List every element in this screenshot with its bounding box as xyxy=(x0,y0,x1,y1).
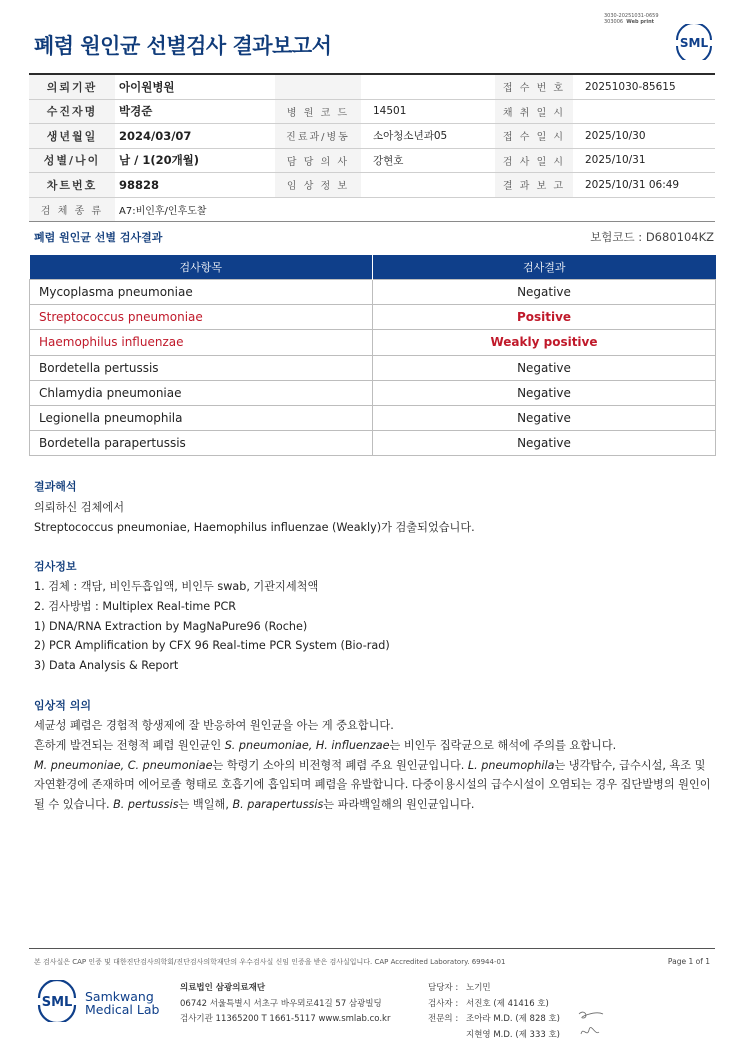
info-value: 남 / 1(20개월) xyxy=(115,148,275,173)
info-label: 채 취 일 시 xyxy=(495,99,573,124)
test-result-value: Negative xyxy=(373,380,716,405)
results-table xyxy=(29,255,716,456)
test-result-value: Negative xyxy=(373,431,716,456)
info-value: 2024/03/07 xyxy=(115,124,275,149)
test-item-name: Bordetella parapertussis xyxy=(30,431,373,456)
info-label: 접 수 번 호 xyxy=(495,74,573,99)
interpretation-title: 결과해석 xyxy=(34,480,77,493)
sml-logo xyxy=(673,24,715,60)
result-row xyxy=(30,330,716,355)
results-section-title: 폐렴 원인균 선별 검사결과 xyxy=(34,231,163,244)
info-label: 진료과/병동 xyxy=(275,124,361,149)
specimen-row xyxy=(29,197,715,222)
clinical-title: 임상적 의의 xyxy=(34,699,91,712)
info-label: 차트번호 xyxy=(29,173,115,198)
info-label: 결 과 보 고 xyxy=(495,173,573,198)
staff-list: 담당자 : 노기민 검사자 : 서진호 (제 41416 호) 전문의 : 조아라 M.D. (제 828 호) 지현영 M.D. (제 333 호) xyxy=(428,983,561,1040)
test-result-value: Positive xyxy=(373,305,716,330)
info-value: 박경준 xyxy=(115,99,275,124)
info-value: 2025/10/31 06:49 xyxy=(573,173,715,198)
result-row xyxy=(30,280,716,305)
col-header-result: 검사결과 xyxy=(373,255,716,280)
info-value: 강현호 xyxy=(361,148,495,173)
svg-text:SML: SML xyxy=(679,36,709,50)
info-label: 병 원 코 드 xyxy=(275,99,361,124)
info-value xyxy=(361,173,495,198)
result-row xyxy=(30,405,716,430)
info-label: 수진자명 xyxy=(29,99,115,124)
svg-text:SML: SML xyxy=(41,995,73,1010)
info-value: 2025/10/31 xyxy=(573,148,715,173)
info-label: 생년월일 xyxy=(29,124,115,149)
insurance-code: 보험코드 : D680104KZ xyxy=(590,230,714,244)
report-title: 폐렴 원인균 선별검사 결과보고서 xyxy=(34,34,332,58)
footer-divider xyxy=(29,948,715,949)
info-value xyxy=(361,74,495,99)
info-label: 접 수 일 시 xyxy=(495,124,573,149)
info-value xyxy=(573,99,715,124)
info-value: 14501 xyxy=(361,99,495,124)
info-label: 검 사 일 시 xyxy=(495,148,573,173)
signature-image xyxy=(577,1006,607,1042)
patient-info-table xyxy=(29,73,715,222)
info-row xyxy=(29,173,715,198)
sml-footer-logo xyxy=(36,980,78,1022)
info-value: 아이원병원 xyxy=(115,74,275,99)
specimen-label: 검 체 종 류 xyxy=(29,197,115,222)
print-meta: 3030-20251031-0659 303006 Web print xyxy=(604,13,659,25)
info-label: 임 상 정 보 xyxy=(275,173,361,198)
info-label: 성별/나이 xyxy=(29,148,115,173)
info-label: 의뢰기관 xyxy=(29,74,115,99)
test-item-name: Legionella pneumophila xyxy=(30,405,373,430)
info-row xyxy=(29,124,715,149)
test-info-list: 1. 검체 : 객담, 비인두흡입액, 비인두 swab, 기관지세척액 2. 검사방법 : Multiplex Real-time PCR 1) DNA/RNA Extraction by MagNaPure96 (Roche) 2) PCR Amplification by CFX 96 Real-time PCR System (Bio-rad) 3) Data Analysis & Report xyxy=(34,580,390,673)
test-info-title: 검사정보 xyxy=(34,560,77,573)
info-label xyxy=(275,74,361,99)
info-row xyxy=(29,99,715,124)
info-label: 담 당 의 사 xyxy=(275,148,361,173)
info-value: 20251030-85615 xyxy=(573,74,715,99)
info-row xyxy=(29,148,715,173)
test-item-name: Mycoplasma pneumoniae xyxy=(30,280,373,305)
clinical-text: 세균성 폐렴은 경험적 항생제에 잘 반응하여 원인균을 아는 게 중요합니다. 흔하게 발견되는 전형적 폐렴 원인균인 S. pneumoniae, H. influenzae는 비인두 집락균으로 해석에 주의를 요합니다. M. pneumoniae, C. pneumoniae는 학령기 소아의 비전형적 폐렴 주요 원인균입니다. L. pneumophila는 냉각탑수, 급수시설, 욕조 및 자연환경에 존재하며 에어로졸 형태로 호흡기에 흡입되며 폐렴을 유발합니다. 다중이용시설의 급수시설이 오염되는 경우 집단발병의 원인이 될 수 있습니다. B. pertussis는 백일해, B. parapertussis는 파라백일해의 원인균입니다. xyxy=(34,719,711,812)
accreditation-note: 본 검사실은 CAP 인증 및 대한진단검사의학회/진단검사의학재단의 우수검사실 신임 인증을 받은 검사실입니다. CAP Accredited Laboratory. 69944-01 xyxy=(34,958,506,966)
info-value: 98828 xyxy=(115,173,275,198)
test-result-value: Negative xyxy=(373,355,716,380)
test-result-value: Negative xyxy=(373,405,716,430)
result-row xyxy=(30,380,716,405)
col-header-item: 검사항목 xyxy=(30,255,373,280)
test-result-value: Negative xyxy=(373,280,716,305)
test-result-value: Weakly positive xyxy=(373,330,716,355)
test-item-name: Haemophilus influenzae xyxy=(30,330,373,355)
brand-name: Samkwang Medical Lab xyxy=(85,989,160,1017)
page-number: Page 1 of 1 xyxy=(667,957,710,966)
result-row xyxy=(30,305,716,330)
result-row xyxy=(30,431,716,456)
org-info: 의료법인 삼광의료재단 06742 서울특별시 서초구 바우뫼로41길 57 삼광빌딩 검사기관 11365200 T 1661-5117 www.smlab.co.kr xyxy=(180,983,391,1024)
test-item-name: Bordetella pertussis xyxy=(30,355,373,380)
test-item-name: Streptococcus pneumoniae xyxy=(30,305,373,330)
info-row xyxy=(29,74,715,99)
interpretation-text: 의뢰하신 검체에서 Streptococcus pneumoniae, Haemophilus influenzae (Weakly)가 검출되었습니다. xyxy=(34,501,475,534)
test-item-name: Chlamydia pneumoniae xyxy=(30,380,373,405)
info-value: 2025/10/30 xyxy=(573,124,715,149)
result-row xyxy=(30,355,716,380)
specimen-value: A7:비인후/인후도찰 xyxy=(115,197,715,222)
info-value: 소아청소년과05 xyxy=(361,124,495,149)
